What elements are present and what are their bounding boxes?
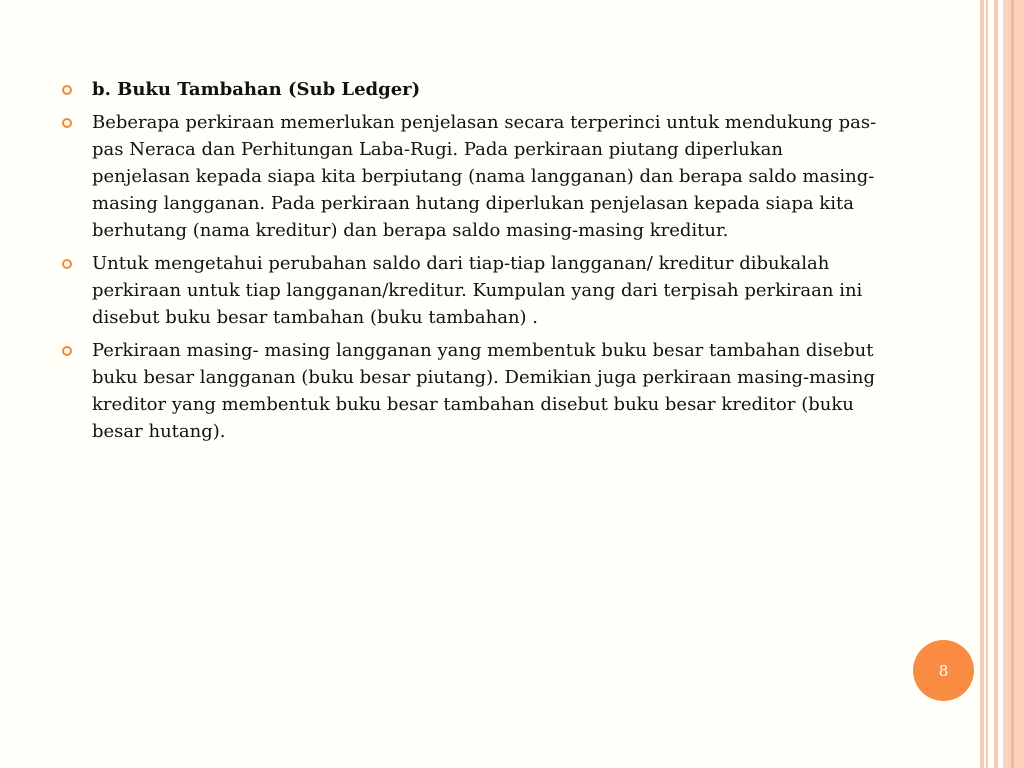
bullet-item [62,109,882,244]
bullet-circle-icon [62,85,72,95]
bullet-item [62,337,882,445]
bullet-list [62,76,882,445]
bullet-circle-icon [62,346,72,356]
slide-content [62,76,882,451]
decorative-stripe [986,0,988,768]
page-number-badge: 8 [913,640,974,701]
bullet-text: Untuk mengetahui perubahan saldo dari tiap-tiap langganan/ kreditur dibukalah perkiraan untuk tiap langganan/kreditur. Kumpulan yang dari terpisah perkiraan ini disebut buku besar tambahan (buku tambahan) . [92,253,863,328]
bullet-text: b. Buku Tambahan (Sub Ledger) [92,79,421,100]
decorative-stripe [1011,0,1014,768]
bullet-item-heading [62,76,882,103]
decorative-stripe [980,0,984,768]
bullet-circle-icon [62,259,72,269]
bullet-item [62,250,882,331]
decorative-stripe [994,0,998,768]
bullet-circle-icon [62,118,72,128]
bullet-text: Perkiraan masing- masing langganan yang membentuk buku besar tambahan disebut buku besar langganan (buku besar piutang). Demikian juga perkiraan masing-masing kreditor yang membentuk buku besar tambahan disebut buku besar kreditor (buku besar hutang). [92,340,876,442]
bullet-text: Beberapa perkiraan memerlukan penjelasan secara terperinci untuk mendukung pas-pas Neraca dan Perhitungan Laba-Rugi. Pada perkiraan piutang diperlukan penjelasan kepada siapa kita berpiutang (nama langganan) dan berapa saldo masing-masing langganan. Pada perkiraan hutang diperlukan penjelasan kepada siapa kita berhutang (nama kreditur) dan berapa saldo masing-masing kreditur. [92,112,877,241]
